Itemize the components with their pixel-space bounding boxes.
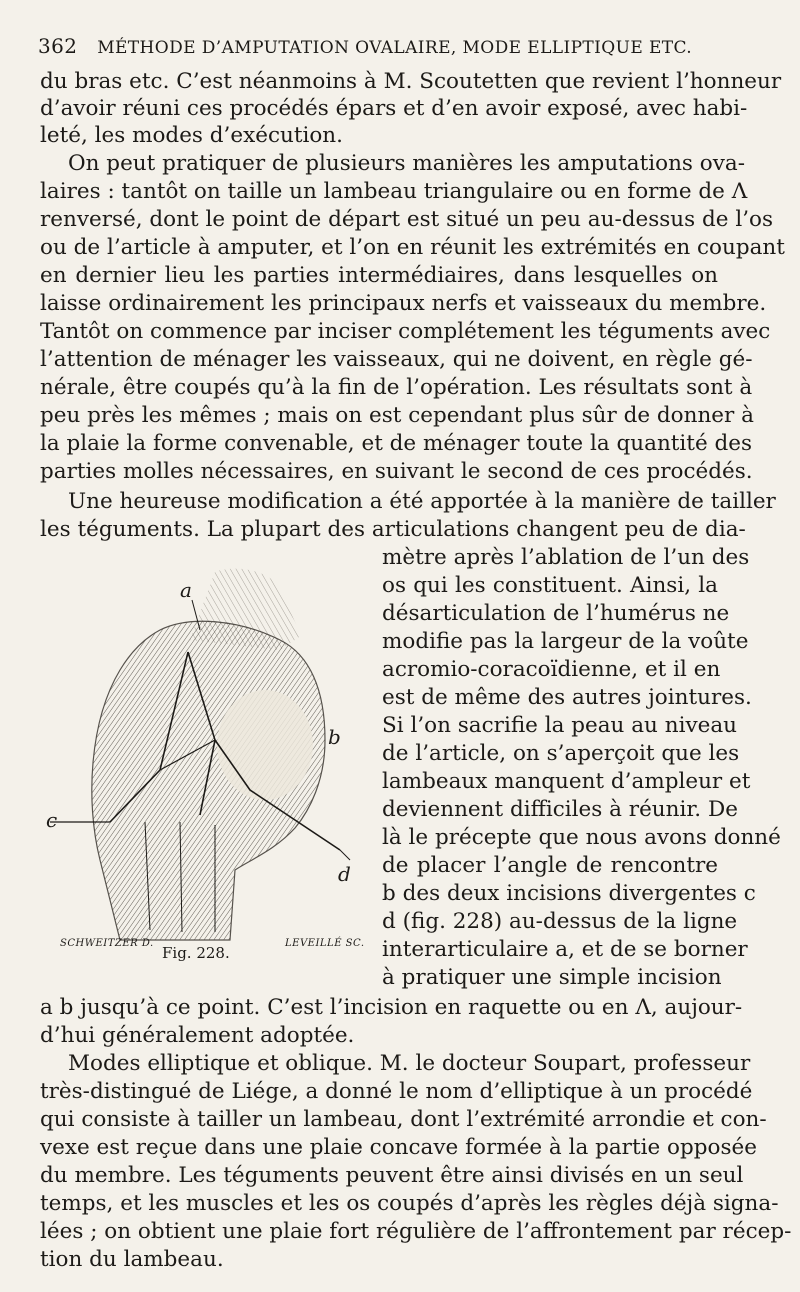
text-line: modifie pas la largeur de la voûte — [382, 629, 749, 654]
running-header — [38, 34, 758, 58]
text-line: les téguments. La plupart des articulations changent peu de dia- — [40, 517, 746, 542]
text-line: nérale, être coupés qu’à la fin de l’opération. Les résultats sont à — [40, 375, 753, 400]
figure-caption: Fig. 228. — [162, 944, 230, 962]
text-line: a b jusqu’à ce point. C’est l’incision en raquette ou en Λ, aujour- — [40, 995, 743, 1020]
text-line: Si l’on sacrifie la peau au niveau — [382, 713, 737, 738]
text-line: deviennent difficiles à réunir. De — [382, 797, 738, 822]
text-line: de placer l’angle de rencontre — [382, 853, 718, 878]
page-number: 362 — [38, 34, 78, 58]
figure-label-d: d — [338, 862, 351, 886]
shoulder-engraving — [40, 560, 370, 970]
engraver-credit-right: LEVEILLÉ SC. — [285, 938, 365, 949]
text-line: Modes elliptique et oblique. M. le docteur Soupart, professeur — [68, 1051, 751, 1076]
text-line: l’attention de ménager les vaisseaux, qui ne doivent, en règle gé- — [40, 347, 753, 372]
running-title: MÉTHODE D’AMPUTATION OVALAIRE, MODE ELLIPTIQUE ETC. — [97, 38, 693, 58]
text-line: d’hui généralement adoptée. — [40, 1023, 355, 1048]
engraver-credit-left: SCHWEITZER D. — [60, 938, 154, 949]
text-line: d (fig. 228) au-dessus de la ligne — [382, 909, 738, 934]
text-line: désarticulation de l’humérus ne — [382, 601, 730, 626]
text-line: Tantôt on commence par inciser complétement les téguments avec — [40, 319, 771, 344]
figure-228 — [40, 560, 370, 970]
text-line: qui consiste à tailler un lambeau, dont l’extrémité arrondie et con- — [40, 1107, 767, 1132]
text-line: os qui les constituent. Ainsi, la — [382, 573, 718, 598]
text-line: renversé, dont le point de départ est situé un peu au-dessus de l’os — [40, 207, 774, 232]
text-line: tion du lambeau. — [40, 1247, 224, 1272]
text-line: là le précepte que nous avons donné — [382, 825, 781, 850]
text-line: acromio-coracoïdienne, et il en — [382, 657, 721, 682]
text-line: b des deux incisions divergentes c — [382, 881, 756, 906]
figure-label-c: c — [46, 808, 58, 832]
text-line: la plaie la forme convenable, et de ménager toute la quantité des — [40, 431, 753, 456]
text-line: lambeaux manquent d’ampleur et — [382, 769, 751, 794]
text-line: interarticulaire a, et de se borner — [382, 937, 748, 962]
text-line: On peut pratiquer de plusieurs manières les amputations ova- — [68, 151, 745, 176]
text-line: du bras etc. C’est néanmoins à M. Scoutetten que revient l’honneur — [40, 69, 782, 94]
text-line: laires : tantôt on taille un lambeau triangulaire ou en forme de Λ — [40, 179, 748, 204]
text-line: parties molles nécessaires, en suivant le second de ces procédés. — [40, 459, 753, 484]
text-line: du membre. Les téguments peuvent être ainsi divisés en un seul — [40, 1163, 744, 1188]
text-line: lées ; on obtient une plaie fort régulière de l’affrontement par récep- — [40, 1219, 792, 1244]
text-line: mètre après l’ablation de l’un des — [382, 545, 750, 570]
text-line: ou de l’article à amputer, et l’on en réunit les extrémités en coupant — [40, 235, 785, 260]
text-line: temps, et les muscles et les os coupés d’après les règles déjà signa- — [40, 1191, 779, 1216]
figure-label-b: b — [328, 725, 341, 749]
text-line: d’avoir réuni ces procédés épars et d’en avoir exposé, avec habi- — [40, 96, 748, 121]
text-line: vexe est reçue dans une plaie concave formée à la partie opposée — [40, 1135, 757, 1160]
text-line: peu près les mêmes ; mais on est cependant plus sûr de donner à — [40, 403, 754, 428]
text-line: laisse ordinairement les principaux nerfs et vaisseaux du membre. — [40, 291, 767, 316]
text-line: à pratiquer une simple incision — [382, 965, 722, 990]
text-line: de l’article, on s’aperçoit que les — [382, 741, 740, 766]
figure-label-a: a — [180, 578, 192, 602]
text-line: leté, les modes d’exécution. — [40, 123, 343, 148]
text-line: Une heureuse modification a été apportée à la manière de tailler — [68, 489, 776, 514]
text-line: en dernier lieu les parties intermédiaires, dans lesquelles on — [40, 263, 718, 288]
text-line: très-distingué de Liége, a donné le nom d’elliptique à un procédé — [40, 1079, 753, 1104]
text-line: est de même des autres jointures. — [382, 685, 752, 710]
